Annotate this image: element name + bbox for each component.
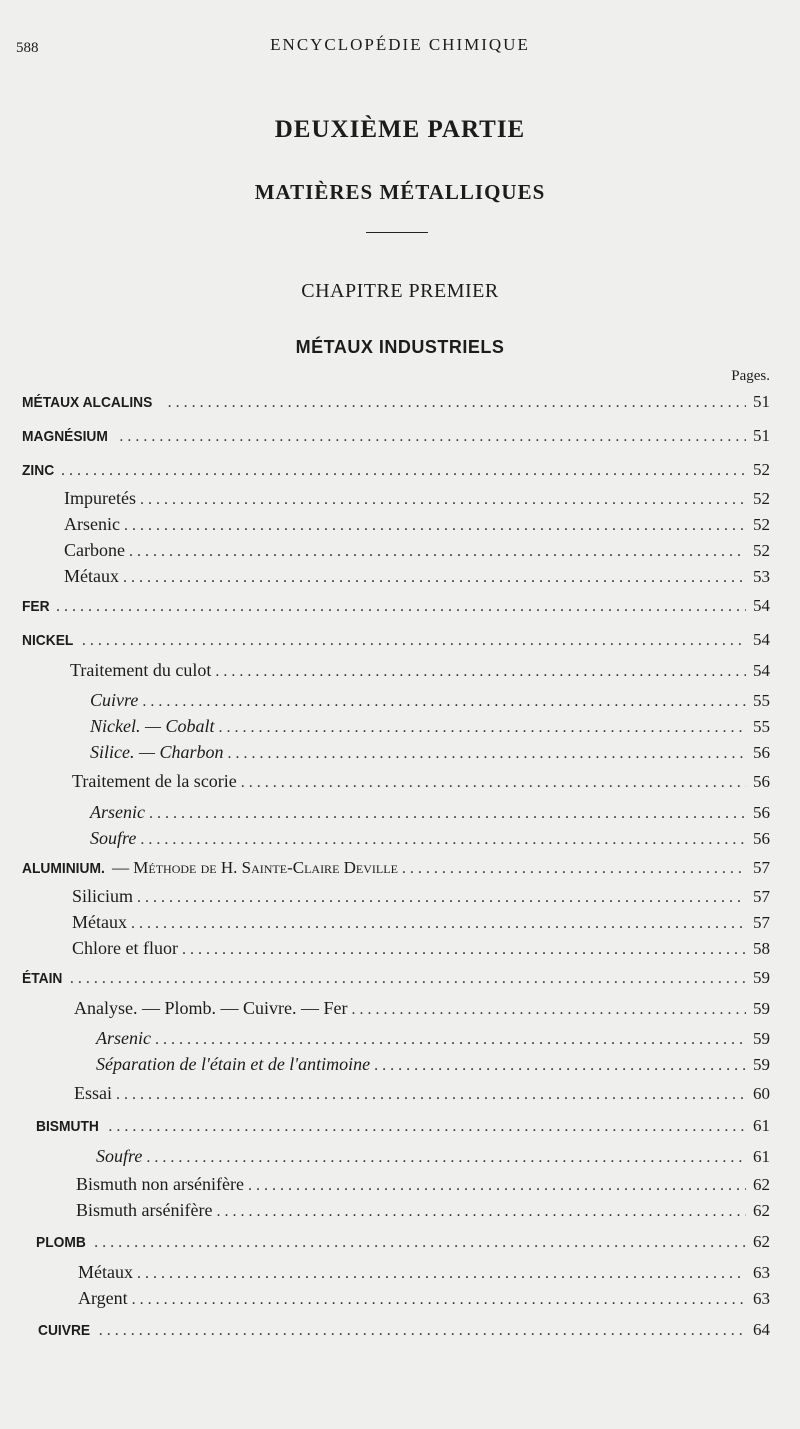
leader-dots — [137, 889, 746, 907]
toc-entry-page: 63 — [753, 1289, 770, 1308]
toc-entry-page: 51 — [753, 426, 770, 445]
toc-entry-page: 54 — [753, 596, 770, 615]
leader-dots — [99, 1322, 746, 1340]
leader-dots — [374, 1057, 746, 1075]
page-number: 588 — [16, 40, 39, 56]
toc-entry-page: 60 — [753, 1084, 770, 1103]
toc-entry — [90, 828, 770, 856]
toc-entry-page: 52 — [753, 460, 770, 479]
toc-entry-label: CUIVRE — [38, 1322, 91, 1339]
toc-entry-page: 56 — [753, 803, 770, 822]
toc-entry — [74, 998, 770, 1026]
leader-dots — [351, 1001, 746, 1019]
toc-entry-page: 62 — [753, 1201, 770, 1220]
toc-entry-label: FER — [22, 598, 50, 615]
toc-entry — [22, 460, 770, 488]
toc-entry-page: 57 — [753, 858, 770, 877]
toc-entry-label: ÉTAIN — [22, 970, 63, 987]
toc-entry-label: BISMUTH — [36, 1118, 99, 1135]
toc-entry-label: Carbone — [64, 540, 125, 560]
toc-entry-page: 55 — [753, 691, 770, 710]
toc-entry-label: Cuivre — [90, 690, 139, 710]
toc-entry-label: Arsenic — [90, 802, 145, 822]
toc-entry — [74, 1083, 770, 1111]
toc-entry-label: Soufre — [90, 828, 137, 848]
toc-entry-page: 59 — [753, 999, 770, 1018]
leader-dots — [228, 745, 747, 763]
toc-entry — [38, 1320, 770, 1348]
leader-dots — [131, 915, 746, 933]
toc-entry-page: 54 — [753, 661, 770, 680]
toc-entry-page: 52 — [753, 541, 770, 560]
toc-entry — [72, 938, 770, 966]
toc-entry-label: Arsenic — [64, 514, 120, 534]
leader-dots — [129, 543, 746, 561]
toc-entry-label: Bismuth arsénifère — [76, 1200, 213, 1220]
toc-entry — [96, 1054, 770, 1082]
toc-entry — [64, 514, 770, 542]
toc-entry-label: PLOMB — [36, 1234, 86, 1251]
toc-entry-page: 56 — [753, 772, 770, 791]
leader-dots — [182, 941, 746, 959]
toc-entry-page: 56 — [753, 743, 770, 762]
leader-dots — [216, 1203, 746, 1221]
toc-entry-label: Impuretés — [64, 488, 136, 508]
toc-entry-label: Métaux — [72, 912, 127, 932]
toc-entry-page: 61 — [753, 1147, 770, 1166]
leader-dots — [70, 970, 746, 988]
leader-dots — [241, 774, 746, 792]
toc-entry-label: Soufre — [96, 1146, 143, 1166]
toc-entry — [90, 716, 770, 744]
leader-dots — [140, 831, 746, 849]
toc-entry — [70, 660, 770, 688]
leader-dots — [155, 1031, 746, 1049]
toc-entry — [90, 742, 770, 770]
chapter-title: MÉTAUX INDUSTRIELS — [295, 337, 505, 357]
toc-entry — [64, 540, 770, 568]
toc-entry-page: 59 — [753, 1055, 770, 1074]
toc-entry-label: Métaux — [78, 1262, 133, 1282]
toc-entry — [78, 1288, 770, 1316]
toc-entry-page: 57 — [753, 913, 770, 932]
toc-entry-label: Arsenic — [96, 1028, 151, 1048]
pages-column-label: Pages. — [731, 368, 770, 384]
leader-dots — [61, 462, 746, 480]
leader-dots — [146, 1149, 746, 1167]
toc-entry-page: 52 — [753, 515, 770, 534]
leader-dots — [168, 394, 746, 412]
leader-dots — [215, 663, 746, 681]
section-title: MATIÈRES MÉTALLIQUES — [254, 180, 546, 204]
toc-entry — [78, 1262, 770, 1290]
leader-dots — [119, 428, 746, 446]
toc-entry — [90, 690, 770, 718]
toc-entry-label: Nickel. — Cobalt — [90, 716, 215, 736]
toc-entry — [64, 488, 770, 516]
toc-entry-label: Analyse. — Plomb. — Cuivre. — Fer — [74, 998, 348, 1018]
leader-dots — [82, 632, 746, 650]
toc-entry — [72, 912, 770, 940]
toc-entry-page: 52 — [753, 489, 770, 508]
leader-dots — [402, 860, 746, 878]
toc-entry-label: MAGNÉSIUM — [22, 428, 108, 445]
leader-dots — [248, 1177, 746, 1195]
part-title: DEUXIÈME PARTIE — [274, 116, 526, 143]
toc-entry-page: 51 — [753, 392, 770, 411]
toc-entry — [22, 858, 770, 886]
leader-dots — [140, 491, 746, 509]
toc-entry — [22, 596, 770, 624]
toc-entry-page: 57 — [753, 887, 770, 906]
toc-entry — [64, 566, 770, 594]
leader-dots — [56, 598, 746, 616]
toc-entry-page: 54 — [753, 630, 770, 649]
toc-entry-label: Bismuth non arsénifère — [76, 1174, 244, 1194]
toc-entry — [36, 1116, 770, 1144]
toc-entry-label-suffix: — Méthode de H. Sainte-Claire Deville — [112, 858, 398, 877]
toc-entry-label: Chlore et fluor — [72, 938, 178, 958]
toc-entry — [72, 771, 770, 799]
toc-entry — [90, 802, 770, 830]
toc-entry-label: Traitement du culot — [70, 660, 212, 680]
toc-entry — [22, 392, 770, 420]
leader-dots — [123, 569, 746, 587]
toc-entry — [76, 1200, 770, 1228]
running-head: ENCYCLOPÉDIE CHIMIQUE — [270, 35, 530, 54]
toc-entry-page: 62 — [753, 1232, 770, 1251]
leader-dots — [124, 517, 746, 535]
toc-entry-label: Traitement de la scorie — [72, 771, 237, 791]
toc-entry-label: MÉTAUX ALCALINS — [22, 394, 153, 411]
chapter-label: CHAPITRE PREMIER — [301, 280, 499, 302]
toc-entry-label: Métaux — [64, 566, 119, 586]
toc-entry-label: Silice. — Charbon — [90, 742, 224, 762]
toc-entry — [22, 630, 770, 658]
toc-entry-page: 58 — [753, 939, 770, 958]
toc-entry-page: 56 — [753, 829, 770, 848]
toc-entry-page: 55 — [753, 717, 770, 736]
leader-dots — [132, 1291, 746, 1309]
toc-entry-label: Argent — [78, 1288, 128, 1308]
toc-entry-page: 62 — [753, 1175, 770, 1194]
leader-dots — [94, 1234, 746, 1252]
toc-entry-page: 59 — [753, 968, 770, 987]
leader-dots — [108, 1118, 746, 1136]
toc-entry — [72, 886, 770, 914]
toc-entry-label: ALUMINIUM. — [22, 860, 105, 877]
toc-entry — [22, 968, 770, 996]
toc-entry-page: 61 — [753, 1116, 770, 1135]
leader-dots — [116, 1086, 746, 1104]
leader-dots — [137, 1265, 746, 1283]
leader-dots — [149, 805, 746, 823]
toc-entry-label: Séparation de l'étain et de l'antimoine — [96, 1054, 371, 1074]
leader-dots — [142, 693, 746, 711]
toc-entry — [22, 426, 770, 454]
leader-dots — [219, 719, 747, 737]
toc-entry-label: Silicium — [72, 886, 134, 906]
toc-entry-label: ZINC — [22, 462, 55, 479]
toc-entry-page: 64 — [753, 1320, 770, 1339]
toc-entry-page: 59 — [753, 1029, 770, 1048]
toc-entry-label: NICKEL — [22, 632, 74, 649]
toc-entry — [96, 1028, 770, 1056]
toc-entry — [96, 1146, 770, 1174]
toc-entry-page: 63 — [753, 1263, 770, 1282]
toc-entry-page: 53 — [753, 567, 770, 586]
toc-entry-label: Essai — [74, 1083, 112, 1103]
toc-entry — [76, 1174, 770, 1202]
toc-entry — [36, 1232, 770, 1260]
